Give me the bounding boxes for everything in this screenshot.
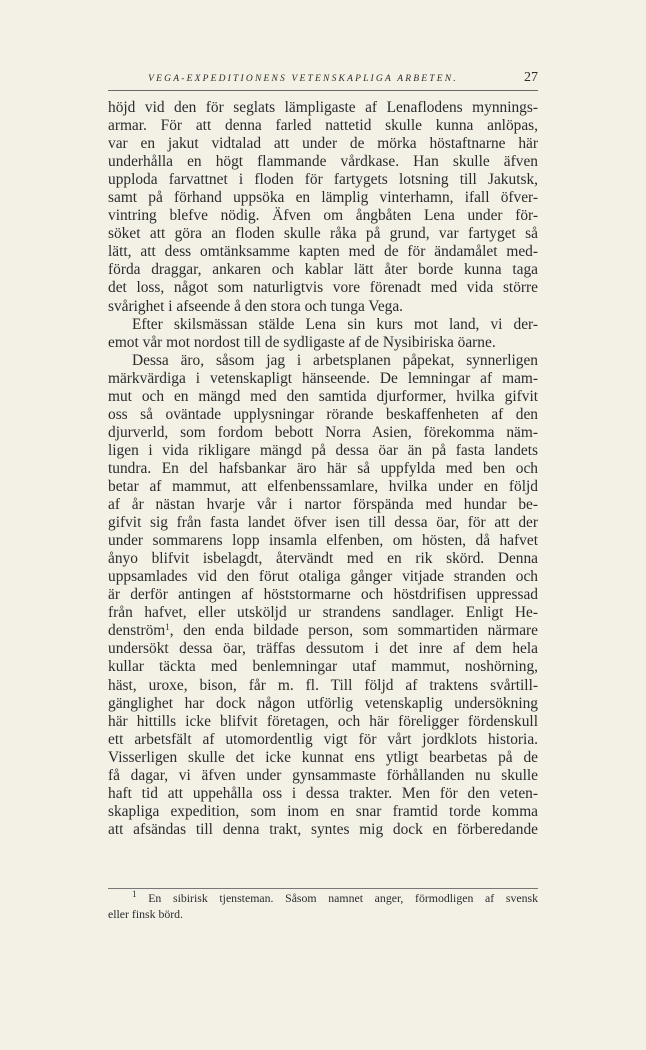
text-line: Efter skilsmässan stälde Lena sin kurs mot land, vi der- [132, 315, 538, 333]
footnote-text: En sibirisk tjensteman. Såsom namnet anger, förmodligen af svensk [148, 891, 538, 905]
text-line: svårighet i afseende å den stora och tunga Vega. [108, 297, 404, 315]
text-line: emot vår mot nordost till de sydligaste af de Nysibiriska öarne. [108, 333, 496, 351]
text-line: från hafvet, eller utsköljd ur strandens sandlager. Enligt He- [108, 604, 538, 622]
page-header [108, 68, 538, 91]
text-line: höjd vid den för seglats lämpligaste af Lenaflodens mynnings- [108, 99, 538, 116]
text-line: Visserligen skulle det icke kunnat ens ytligt bearbetas på de [108, 748, 538, 766]
text-line: ett arbetsfält af utomordentlig vigt för vårt jordklots historia. [108, 730, 538, 748]
page-number: 27 [524, 70, 538, 85]
text-line: gänglighet har dock någon utförlig vetenskaplig undersökning [108, 694, 538, 712]
text-line: söket att göra an floden skulle råka på grund, var fartyget så [108, 225, 538, 243]
text-line: betar af mammut, att elfenbenssamlare, hvilka under en följd [108, 477, 538, 495]
text-line: djurverld, som fordom bebott Norra Asien, förekomma näm- [108, 423, 538, 441]
footnote-rule [108, 888, 538, 889]
text-line: samt på förhand uppsöka en lämplig vinterhamn, ifall öfver- [108, 189, 538, 207]
text-line: kullar täckta med benlemningar utaf mammut, noshörning, [108, 658, 538, 676]
footnote-reference: 1 [165, 622, 170, 633]
text-line: under sommarens lopp insamla elfenben, om hösten, då hafvet [108, 532, 538, 550]
text-line: oss så oväntade upplysningar rörande beskaffenheten af den [108, 405, 538, 423]
text-line: lätt, att dess omtänksamme kapten med de för ändamålet med- [108, 243, 538, 261]
footnote-section [108, 888, 538, 922]
text-line: ånyo blifvit isbelagdt, återvändt med en rik skörd. Denna [108, 550, 538, 568]
text-line: få dagar, vi äfven under gynsammaste förhållanden nu skulle [108, 766, 538, 784]
text-line: är derför antingen af höststormarne och höstdrifisen uppressad [108, 586, 538, 604]
text-line: vintring blefve nödig. Äfven om ångbåten Lena under för- [108, 207, 538, 225]
footnote-line: eller finsk börd. [108, 906, 184, 921]
body-text [108, 99, 538, 839]
text-fragment: , [169, 622, 174, 640]
text-line: skapliga expedition, som inom en snar framtid torde komma [108, 802, 538, 820]
text-line: att afsändas till denna trakt, syntes mig dock en förberedande [108, 820, 538, 838]
text-fragment: denström [108, 622, 166, 640]
text-line: armar. För att denna farled nattetid skulle kunna anlöpas, [108, 117, 538, 135]
text-line: tundra. En del hafsbankar äro här så uppfylda med ben och [108, 459, 538, 477]
text-line: haft tid att uppehålla oss i dessa trakter. Men för den veten- [108, 784, 538, 802]
footnote-marker: 1 [132, 889, 137, 899]
text-line: ligen i vida rikligare mängd på dessa öar än på fasta landets [108, 441, 538, 459]
text-line: häst, uroxe, bison, får m. fl. Till följd af traktens svårtill- [108, 676, 538, 694]
text-line: af år nästan hvarje vår i nartor förspända med hundar be- [108, 496, 538, 514]
footnote-line [108, 891, 538, 907]
text-fragment: den enda bildade person, som sommartiden närmare [183, 622, 538, 640]
text-line: det loss, något som naturligtvis vore förenadt med vida större [108, 279, 538, 297]
text-line: Dessa äro, såsom jag i arbetsplanen påpekat, synnerligen [132, 351, 538, 369]
text-line: gifvit sig från fasta landet öfver isen till dessa öar, för att der [108, 514, 538, 532]
text-line: var en jakut vidtalad att under de mörka höstaftnarne här [108, 135, 538, 153]
text-line: upploda farvattnet i floden för fartygets lotsning till Jakutsk, [108, 171, 538, 189]
text-line: uppsamlades vid den förut otaliga gånger vitjade stranden och [108, 568, 538, 586]
running-title: VEGA-EXPEDITIONENS VETENSKAPLIGA ARBETEN. [148, 74, 458, 84]
text-line: förda draggar, ankaren och kablar lätt åter borde kunna taga [108, 261, 538, 279]
text-line: undersökt dessa öar, träffas dessutom i det inre af dem hela [108, 640, 538, 658]
text-line: underhålla en högt flammande vårdkase. Han skulle äfven [108, 153, 538, 171]
text-line: mut och en mängd med den samtida djurformer, hvilka gifvit [108, 387, 538, 405]
text-line: här hittills icke blifvit företagen, och här föreligger fördenskull [108, 712, 538, 730]
text-line: märkvärdiga i vetenskapligt hänseende. De lemningar af mam- [108, 369, 538, 387]
text-line [108, 622, 538, 640]
